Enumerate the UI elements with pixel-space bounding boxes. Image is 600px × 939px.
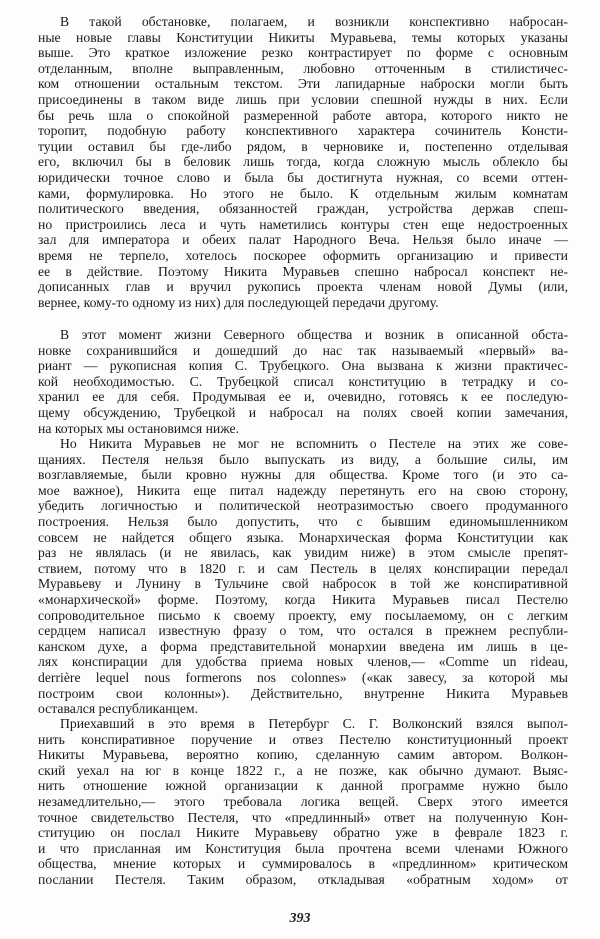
text-line: кой необходимостью. С. Трубецкой списал конституцию в тетрадку и со- — [38, 373, 568, 389]
text-line: ституцию он послал Никите Муравьеву обратно уже в феврале 1823 г. — [38, 825, 568, 841]
text-line: точное свидетельство Пестеля, что «предлинный» ответ на полученную Кон- — [38, 809, 568, 825]
text-line: возглавляемые, были кровно нужны для общества. Кроме того (и это са- — [38, 467, 568, 483]
text-line: сопроводительное письмо к своему проекту, ему посылаемому, он с легким — [38, 607, 568, 623]
text-line: зал для императора и обеих палат Народного Веча. Нельзя было иначе — — [38, 232, 568, 248]
text-line: политического введения, обязанностей граждан, устройства держав спеш- — [38, 201, 568, 217]
text-line: его, включил бы в беловик лишь тогда, когда сложную мысль облекло бы — [38, 154, 568, 170]
text-line: раз не являлась (и не явилась, как увидим ниже) в этом смысле препят- — [38, 545, 568, 561]
text-line: бы речь шла о спокойной размеренной работе автора, которого никто не — [38, 107, 568, 123]
text-line: хранил ее для себя. Продумывая ее и, очевидно, готовясь к ее последую- — [38, 389, 568, 405]
text-line: нить отношение южной организации к данной программе нужно было — [38, 778, 568, 794]
text-line: щему обсуждению, Трубецкой и набросал на полях своей копии замечания, — [38, 404, 568, 420]
page-number: 393 — [289, 911, 311, 926]
text-line: сердцем написал известную фразу о том, что остался в прежнем республи- — [38, 623, 568, 639]
text-line: построения. Нельзя было допустить, что с бывшим единомышленником — [38, 513, 568, 529]
paragraph-3 — [38, 436, 568, 717]
paragraph-2 — [38, 327, 568, 436]
text-line: лях конспирации для удобства приема новых членов,— «Comme un rideau, — [38, 654, 568, 670]
text-line: Но Никита Муравьев не мог не вспомнить о Пестеле на этих же сове- — [60, 436, 568, 451]
text-line: В этот момент жизни Северного общества и возник в описанной обста- — [60, 327, 568, 342]
text-line: Никиты Муравьева, вероятно копию, сделанную самим автором. Волкон- — [38, 747, 568, 763]
text-line: туции оставил бы где-либо рядом, в черновике и, постепенно отделывая — [38, 138, 568, 154]
text-line: время не терпело, хотелось поскорее оформить организацию и привести — [38, 247, 568, 263]
text-line: послании Пестеля. Таким образом, откладывая «обратным ходом» от — [38, 871, 568, 887]
text-line: derrière lequel nous formerons nos colonnes» («как завесу, за которой мы — [38, 669, 568, 685]
text-line: убедить логичностью и политической неотразимостью своего продуманного — [38, 498, 568, 514]
text-line: но пристроились леса и чуть наметились контуры стен еще недостроенных — [38, 216, 568, 232]
text-line: мое важное), Никита еще питал надежду перетянуть его на свою сторону, — [38, 482, 568, 498]
text-line: Приехавший в это время в Петербург С. Г. Волконский взялся выпол- — [60, 716, 568, 731]
text-line: оставался республиканцем. — [38, 701, 199, 717]
text-line: Муравьеву и Лунину в Тульчине свой набросок в той же конспиративной — [38, 576, 568, 592]
text-line: незамедлительно,— этого требовала логика вещей. Сверх этого имеется — [38, 793, 568, 809]
paragraph-1 — [38, 14, 568, 310]
text-line: ные новые главы Конституции Никиты Муравьева, темы которых указаны — [38, 29, 568, 45]
text-line: общества, мнение которых и суммировалось в «предлинном» критическом — [38, 856, 568, 872]
text-line: и что присланная им Конституция была прочтена всеми членами Южного — [38, 840, 568, 856]
text-line: ками, формулировка. Но этого не было. К отдельным жилым комнатам — [38, 185, 568, 201]
text-line: торопит, подобную работу конспективного характера сочинитель Консти- — [38, 123, 568, 139]
text-line: новке сохранившийся и дошедший до нас так называемый «первый» ва- — [38, 342, 568, 358]
paragraph-4 — [38, 716, 568, 888]
text-line: канском духе, а форма представительной монархии введена им лишь в це- — [38, 638, 568, 654]
text-line: юридически точное слово и была бы достигнута нужная, со всеми оттен- — [38, 169, 568, 185]
text-line: щаниях. Пестеля нельзя было выпускать из виду, а большие силы, им — [38, 451, 568, 467]
text-line: отделанным, вполне выправленным, любовно отточенным в стилистичес- — [38, 60, 568, 76]
text-line: «монархической» форме. Поэтому, когда Никита Муравьев писал Пестелю — [38, 591, 568, 607]
text-line: вернее, кому-то одному из них) для последующей передачи другому. — [38, 294, 439, 310]
text-line: построим свои колонны»). Действительно, внутренне Никита Муравьев — [38, 685, 568, 701]
text-line: ствием, потому что в 1820 г. и сам Пестель в целях конспирации передал — [38, 560, 568, 576]
text-line: ее в действие. Поэтому Никита Муравьев спешно набросал конспект не- — [38, 263, 568, 279]
text-line: риант — рукописная копия С. Трубецкого. Она вызвана к жизни практичес- — [38, 358, 568, 374]
text-line: на которых мы остановимся ниже. — [38, 420, 239, 436]
text-line: нить конспиративное поручение и отвез Пестелю конституционный проект — [38, 731, 568, 747]
text-line: ский уехал на юг в конце 1822 г., а не позже, как обычно думают. Выяс- — [38, 762, 568, 778]
text-line: В такой обстановке, полагаем, и возникли конспективно набросан- — [60, 14, 568, 29]
text-line: выше. Это краткое изложение резко контрастирует по форме с основным — [38, 45, 568, 61]
text-line: присоединены в таком виде лишь при условии спешной нужды в них. Если — [38, 91, 568, 107]
text-line: ком отношении остальным текстом. Эти лапидарные наброски могли быть — [38, 76, 568, 92]
text-line: совсем не найдется общего языка. Монархическая форма Конституции как — [38, 529, 568, 545]
text-line: дописанных глав и вручил рукопись проекта членам новой Думы (или, — [38, 279, 568, 295]
